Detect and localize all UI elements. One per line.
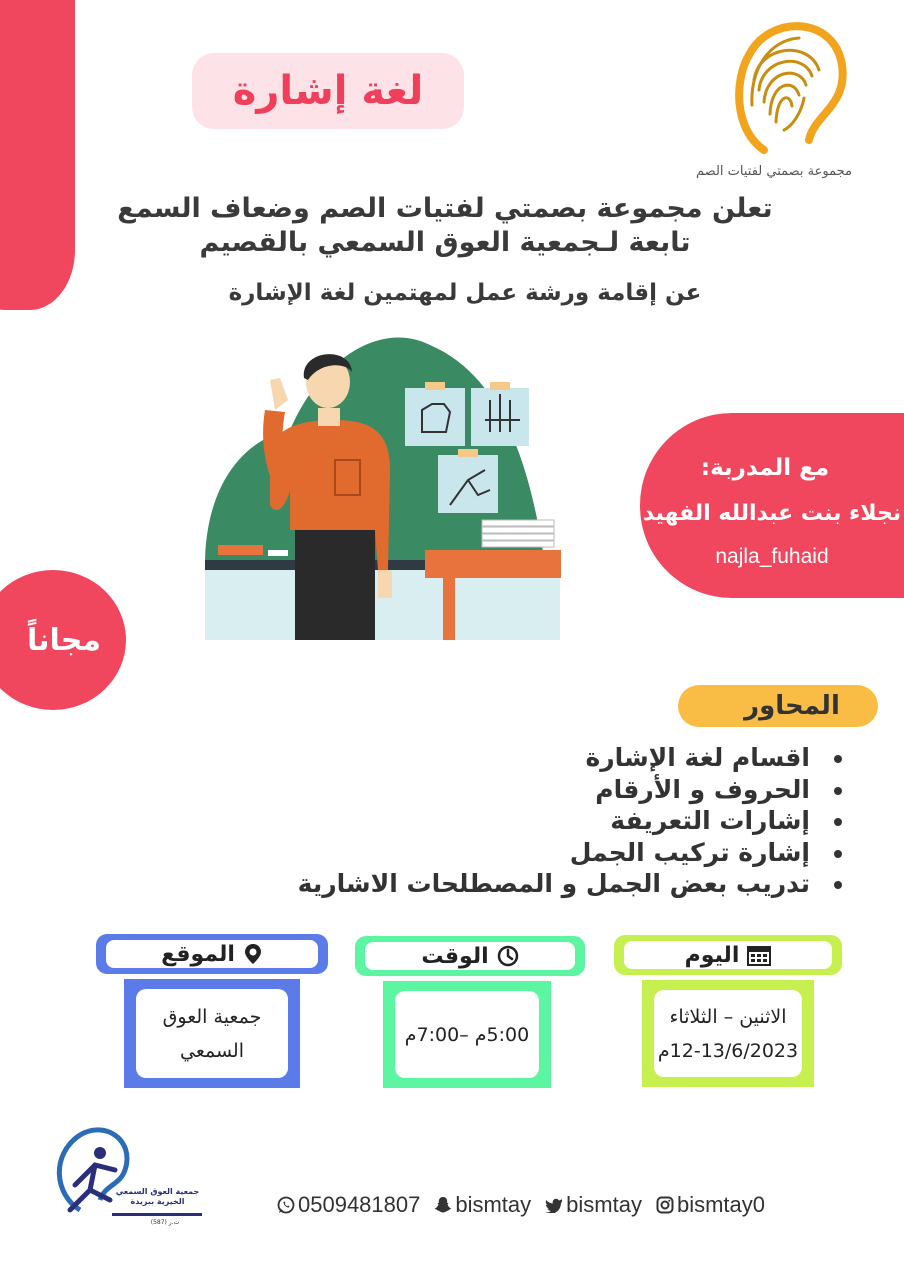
location-pin-icon (243, 943, 263, 965)
sign-language-teacher-illustration (200, 320, 565, 640)
list-item: تدريب بعض الجمل و المصطلحات الاشارية (260, 868, 850, 900)
day-dates: 12-13/6/2023م (657, 1039, 799, 1062)
top-left-decoration (0, 0, 75, 310)
topics-list (260, 742, 850, 900)
association-reg: (587) ت.ر (150, 1219, 180, 1226)
association-name-line-1: جمعية العوق السمعي (115, 1187, 200, 1196)
phone-number: 0509481807 (298, 1192, 421, 1217)
day-card-title: اليوم (684, 942, 740, 968)
free-badge (0, 570, 126, 710)
topics-title: المحاور (744, 691, 840, 721)
snapchat-icon (434, 1196, 452, 1214)
day-card-header (614, 935, 842, 975)
whatsapp-icon (277, 1196, 295, 1214)
instagram-contact[interactable] (656, 1192, 765, 1218)
title-pill (192, 53, 464, 129)
twitter-icon (545, 1197, 563, 1213)
day-range: الاثنين – الثلاثاء (669, 1005, 787, 1028)
trainer-handle: najla_fuhaid (715, 545, 829, 568)
time-card-header (355, 936, 585, 976)
day-card (614, 935, 842, 1087)
list-item: إشارات التعريفة (260, 805, 850, 837)
twitter-contact[interactable] (545, 1192, 642, 1218)
association-name-line-2: الخيرية ببريدة (130, 1197, 185, 1206)
announcement-line-2: تابعة لـجمعية العوق السمعي بالقصيم (199, 227, 691, 258)
snapchat-handle: bismtay (455, 1192, 532, 1217)
location-card-title: الموقع (161, 941, 235, 967)
trainer-name: نجلاء بنت عبدالله الفهيد (642, 501, 902, 526)
topics-header (678, 685, 878, 727)
time-card-title: الوقت (421, 943, 489, 969)
time-card (355, 936, 585, 1088)
logo-caption: مجموعة بصمتي لفتيات الصم (696, 164, 852, 179)
time-value: 5:00م –7:00م (395, 991, 539, 1078)
list-item: إشارة تركيب الجمل (260, 837, 850, 869)
announcement-line-1: تعلن مجموعة بصمتي لفتيات الصم وضعاف السمع (117, 193, 773, 224)
twitter-handle: bismtay (566, 1192, 642, 1217)
list-item: الحروف و الأرقام (260, 774, 850, 806)
trainer-panel (640, 413, 904, 598)
day-value (654, 990, 802, 1077)
free-label: مجاناً (27, 622, 101, 658)
trainer-label: مع المدربة: (700, 455, 830, 481)
location-card (96, 934, 328, 1088)
instagram-icon (656, 1196, 674, 1214)
snapchat-contact[interactable] (434, 1192, 531, 1218)
clock-icon (497, 945, 519, 967)
association-logo (40, 1115, 210, 1235)
instagram-handle: bismtay0 (676, 1192, 765, 1217)
contact-bar (255, 1188, 765, 1222)
calendar-icon (747, 944, 771, 966)
page-title: لغة إشارة (232, 68, 424, 114)
whatsapp-contact[interactable] (277, 1192, 420, 1218)
location-value: جمعية العوق السمعي (136, 989, 288, 1078)
list-item: اقسام لغة الإشارة (260, 742, 850, 774)
announcement-line-3: عن إقامة ورشة عمل لمهتمين لغة الإشارة (228, 280, 702, 306)
location-card-header (96, 934, 328, 974)
fingerprint-ear-logo (724, 10, 848, 160)
hearing-association-emblem (40, 1115, 210, 1235)
